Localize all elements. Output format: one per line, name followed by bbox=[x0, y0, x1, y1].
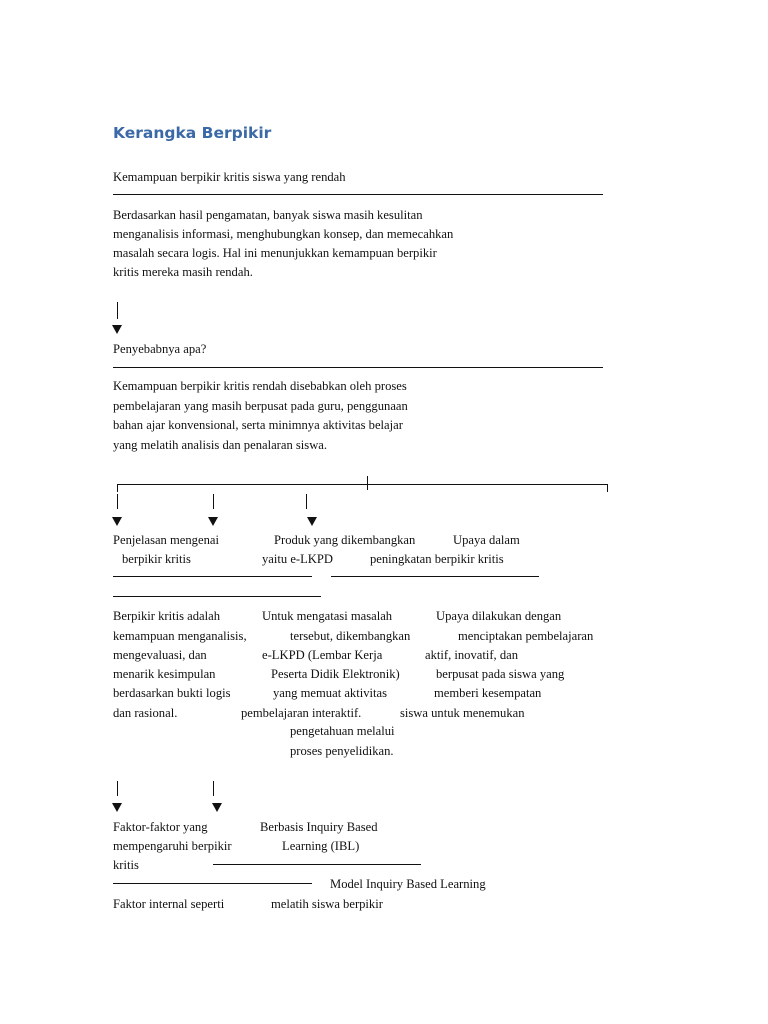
lower1-heading: kritis bbox=[113, 858, 139, 872]
down-arrow-icon bbox=[112, 517, 122, 526]
lower1-line: Faktor internal seperti bbox=[113, 897, 225, 911]
section2-line: bahan ajar konvensional, serta minimnya aktivitas belajar bbox=[113, 418, 403, 432]
branch1-line: berdasarkan bukti logis bbox=[113, 686, 231, 700]
section2-line: pembelajaran yang masih berpusat pada guru, penggunaan bbox=[113, 399, 408, 413]
branch-tick bbox=[607, 484, 608, 492]
connector-line bbox=[117, 494, 118, 509]
branch-tick bbox=[367, 476, 368, 490]
section1-line: masalah secara logis. Hal ini menunjukkan kemampuan berpikir bbox=[113, 246, 437, 260]
branch3-line: berpusat pada siswa yang bbox=[436, 667, 565, 681]
lower1-heading: Faktor-faktor yang bbox=[113, 820, 208, 834]
branch-tick bbox=[117, 484, 118, 492]
divider bbox=[113, 194, 603, 195]
lower2-heading: Learning (IBL) bbox=[282, 839, 360, 853]
branch2-line: e-LKPD (Lembar Kerja bbox=[262, 648, 383, 662]
divider bbox=[331, 576, 539, 577]
divider bbox=[113, 883, 312, 884]
branch3-heading: Upaya dalam bbox=[453, 533, 520, 547]
section1-heading: Kemampuan berpikir kritis siswa yang rendah bbox=[113, 170, 346, 184]
section1-line: kritis mereka masih rendah. bbox=[113, 265, 253, 279]
branch2-heading: Produk yang dikembangkan bbox=[274, 533, 416, 547]
branch1-line: kemampuan menganalisis, bbox=[113, 629, 247, 643]
section1-line: Berdasarkan hasil pengamatan, banyak siswa masih kesulitan bbox=[113, 208, 423, 222]
branch3-heading: peningkatan berpikir kritis bbox=[370, 552, 504, 566]
branch3-line: Upaya dilakukan dengan bbox=[436, 609, 562, 623]
branch-bar bbox=[117, 484, 607, 485]
branch2-heading: yaitu e-LKPD bbox=[262, 552, 333, 566]
divider bbox=[113, 576, 312, 577]
branch3-line: memberi kesempatan bbox=[434, 686, 542, 700]
section2-line: Kemampuan berpikir kritis rendah disebabkan oleh proses bbox=[113, 379, 407, 393]
down-arrow-icon bbox=[307, 517, 317, 526]
lower1-heading: mempengaruhi berpikir bbox=[113, 839, 232, 853]
section2-line: yang melatih analisis dan penalaran siswa. bbox=[113, 438, 328, 452]
branch3-line: proses penyelidikan. bbox=[290, 744, 394, 758]
branch3-line: aktif, inovatif, dan bbox=[425, 648, 519, 662]
branch2-line: Untuk mengatasi masalah bbox=[262, 609, 393, 623]
branch1-heading: Penjelasan mengenai bbox=[113, 533, 219, 547]
divider bbox=[113, 367, 603, 368]
branch2-line: pembelajaran interaktif. bbox=[241, 706, 362, 720]
down-arrow-icon bbox=[112, 803, 122, 812]
lower2-heading: Berbasis Inquiry Based bbox=[260, 820, 378, 834]
branch3-line: menciptakan pembelajaran bbox=[458, 629, 594, 643]
connector-line bbox=[117, 781, 118, 796]
branch1-line: Berpikir kritis adalah bbox=[113, 609, 221, 623]
section2-heading: Penyebabnya apa? bbox=[113, 342, 207, 356]
connector-line bbox=[213, 781, 214, 796]
divider bbox=[213, 864, 421, 865]
branch2-line: Peserta Didik Elektronik) bbox=[271, 667, 400, 681]
divider bbox=[113, 596, 321, 597]
connector-line bbox=[213, 494, 214, 509]
section1-line: menganalisis informasi, menghubungkan konsep, dan memecahkan bbox=[113, 227, 454, 241]
down-arrow-icon bbox=[212, 803, 222, 812]
branch1-line: dan rasional. bbox=[113, 706, 178, 720]
branch2-line: yang memuat aktivitas bbox=[273, 686, 388, 700]
down-arrow-icon bbox=[208, 517, 218, 526]
lower2-line: Model Inquiry Based Learning bbox=[330, 877, 486, 891]
branch3-line: siswa untuk menemukan bbox=[400, 706, 525, 720]
connector-line bbox=[117, 302, 118, 319]
branch2-line: tersebut, dikembangkan bbox=[290, 629, 411, 643]
branch1-line: menarik kesimpulan bbox=[113, 667, 216, 681]
branch1-heading: berpikir kritis bbox=[122, 552, 191, 566]
branch3-line: pengetahuan melalui bbox=[290, 724, 395, 738]
down-arrow-icon bbox=[112, 325, 122, 334]
connector-line bbox=[306, 494, 307, 509]
branch1-line: mengevaluasi, dan bbox=[113, 648, 207, 662]
document-title: Kerangka Berpikir bbox=[113, 124, 272, 142]
lower2-line: melatih siswa berpikir bbox=[271, 897, 383, 911]
